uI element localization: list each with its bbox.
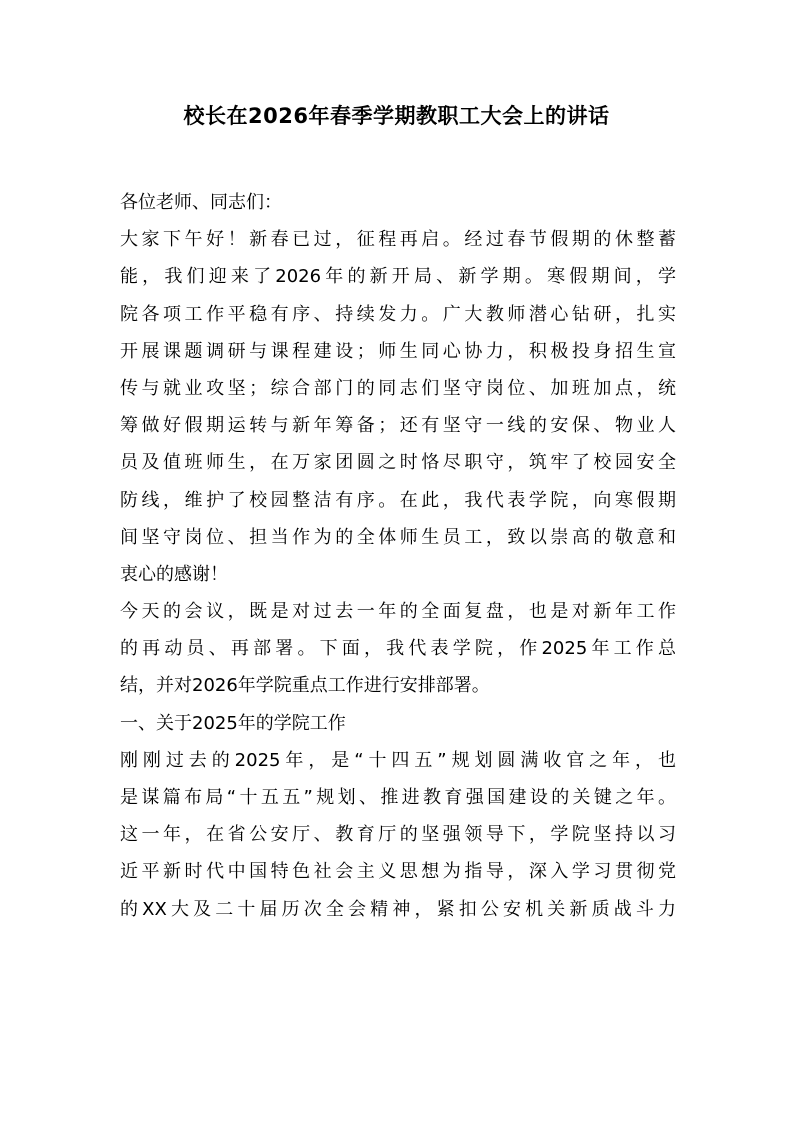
document-title: 校长在2026年春季学期教职工大会上的讲话 <box>183 104 610 128</box>
text-line: 结，并对2026年学院重点工作进行安排部署。 <box>120 675 490 697</box>
text-line: 近平新时代中国特色社会主义思想为指导，深入学习贯彻党 <box>120 861 676 883</box>
text-line: 一、关于2025年的学院工作 <box>120 712 346 734</box>
text-line: 这一年，在省公安厅、教育厅的坚强领导下，学院坚持以习 <box>120 824 676 846</box>
text-line: 间坚守岗位、担当作为的全体师生员工，致以崇高的敬意和 <box>120 526 676 548</box>
text-line: 大家下午好！新春已过，征程再启。经过春节假期的休整蓄 <box>120 229 676 251</box>
review-paragraph <box>120 742 676 928</box>
document-body <box>120 184 676 928</box>
greeting-paragraph <box>120 221 676 593</box>
text-line: 开展课题调研与课程建设；师生同心协力，积极投身招生宣 <box>120 340 676 362</box>
text-line: 传与就业攻坚；综合部门的同志们坚守岗位、加班加点，统 <box>120 377 676 399</box>
text-line: 的再动员、再部署。下面，我代表学院，作2025年工作总 <box>120 638 676 660</box>
text-line: 是谋篇布局“十五五”规划、推进教育强国建设的关键之年。 <box>120 787 676 808</box>
text-line: 能，我们迎来了2026年的新开局、新学期。寒假期间，学 <box>120 266 676 288</box>
text-line: 筹做好假期运转与新年筹备；还有坚守一线的安保、物业人 <box>120 415 676 437</box>
text-line: 今天的会议，既是对过去一年的全面复盘，也是对新年工作 <box>120 601 676 623</box>
section-heading <box>120 705 676 742</box>
text-line: 各位老师、同志们： <box>120 192 282 213</box>
salutation-paragraph <box>120 184 676 221</box>
text-line: 的XX大及二十届历次全会精神，紧扣公安机关新质战斗力 <box>120 898 676 920</box>
text-line: 防线，维护了校园整洁有序。在此，我代表学院，向寒假期 <box>120 489 676 511</box>
text-line: 刚刚过去的2025年，是“十四五”规划圆满收官之年，也 <box>120 749 676 771</box>
text-line: 员及值班师生，在万家团圆之时恪尽职守，筑牢了校园安全 <box>120 452 676 474</box>
text-line: 衷心的感谢！ <box>120 563 228 585</box>
text-line: 院各项工作平稳有序、持续发力。广大教师潜心钻研，扎实 <box>120 303 676 325</box>
meeting-purpose-paragraph <box>120 593 676 705</box>
